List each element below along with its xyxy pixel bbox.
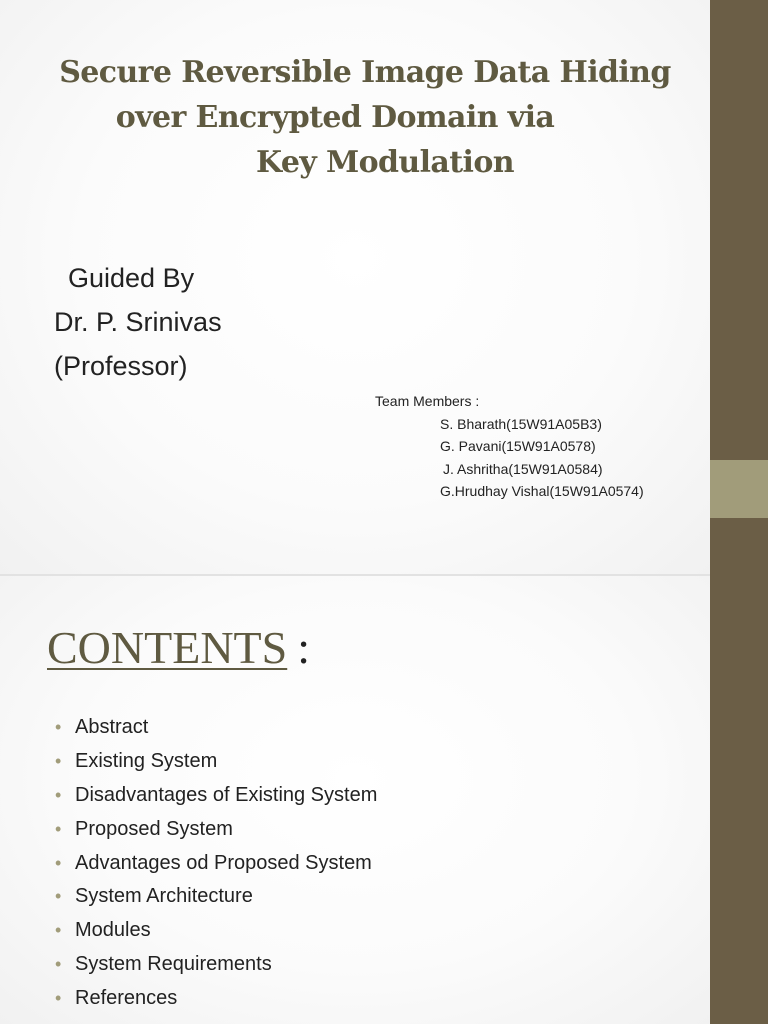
theme-sidebar	[710, 0, 768, 1024]
list-item-label: Abstract	[75, 716, 149, 739]
team-members	[375, 390, 644, 503]
list-item	[55, 981, 377, 1015]
contents-heading-colon: :	[297, 622, 311, 673]
bullet-icon: •	[55, 784, 62, 805]
bullet-icon: •	[55, 818, 62, 839]
list-item	[55, 914, 377, 948]
contents-heading	[47, 620, 310, 676]
bullet-icon: •	[55, 886, 62, 907]
guide-name: Dr. P. Srinivas	[54, 307, 222, 337]
title-line-2: over Encrypted Domain via	[115, 100, 555, 135]
list-item-label: References	[75, 986, 178, 1009]
list-item	[55, 880, 377, 914]
team-member: G. Pavani(15W91A0578)	[440, 438, 596, 454]
bullet-icon: •	[55, 920, 62, 941]
bullet-icon: •	[55, 953, 62, 974]
team-members-label: Team Members :	[375, 393, 480, 409]
list-item	[55, 711, 377, 745]
list-item	[55, 745, 377, 779]
team-member: J. Ashritha(15W91A0584)	[443, 460, 603, 477]
guide-role: (Professor)	[54, 351, 188, 381]
sidebar-accent-block	[710, 460, 768, 518]
list-item-label: System Requirements	[75, 952, 272, 975]
title-line-3: Key Modulation	[256, 145, 514, 180]
team-member: G.Hrudhay Vishal(15W91A0574)	[440, 483, 644, 499]
bullet-icon: •	[55, 852, 62, 873]
list-item	[55, 948, 377, 982]
guided-by-label: Guided By	[68, 263, 195, 293]
bullet-icon: •	[55, 717, 62, 738]
bullet-icon: •	[55, 987, 62, 1008]
list-item-label: Disadvantages of Existing System	[75, 783, 378, 806]
title-line-1: Secure Reversible Image Data Hiding	[59, 55, 671, 90]
presentation-title	[20, 50, 710, 185]
list-item-label: System Architecture	[75, 885, 253, 908]
contents-heading-text: CONTENTS	[47, 622, 288, 673]
guide-info	[54, 256, 222, 388]
bullet-icon: •	[55, 751, 62, 772]
list-item-label: Modules	[75, 919, 151, 942]
list-item	[55, 846, 377, 880]
team-member: S. Bharath(15W91A05B3)	[440, 415, 602, 432]
list-item-label: Advantages od Proposed System	[75, 851, 372, 874]
list-item	[55, 812, 377, 846]
list-item-label: Existing System	[75, 750, 218, 773]
list-item-label: Proposed System	[75, 817, 233, 840]
contents-list	[55, 711, 377, 1015]
list-item	[55, 779, 377, 813]
